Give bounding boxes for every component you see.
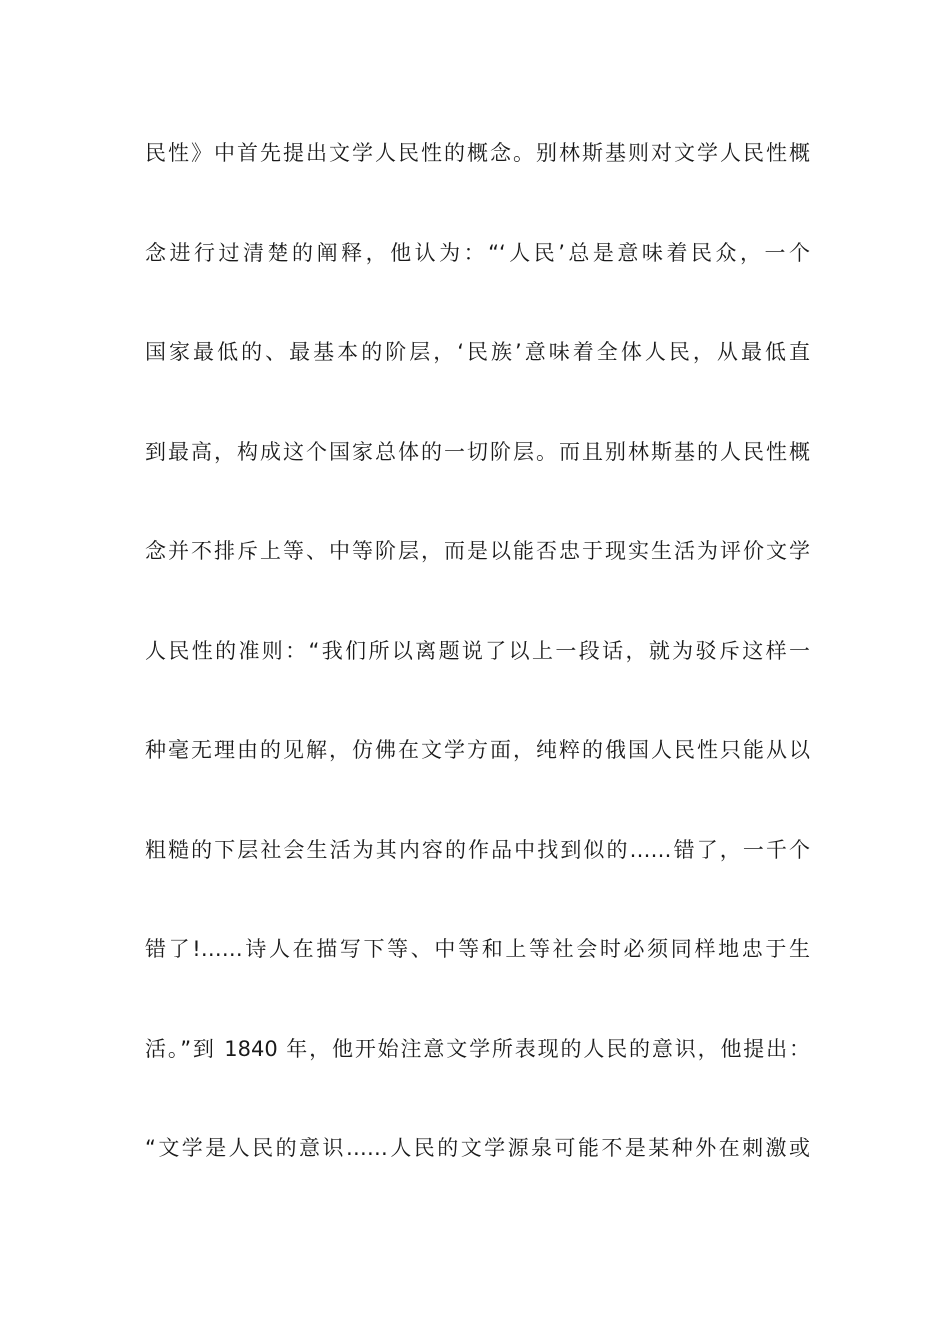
text-line-6: 人民性的准则：“我们所以离题说了以上一段话，就为驳斥这样一 <box>145 638 810 663</box>
text-line-8: 粗糙的下层社会生活为其内容的作品中找到似的……错了，一千个 <box>145 837 810 862</box>
text-line-2: 念进行过清楚的阐释，他认为：“‘人民’总是意味着民众，一个 <box>145 240 810 265</box>
text-line-3: 国家最低的、最基本的阶层，‘民族’意味着全体人民，从最低直 <box>145 340 810 364</box>
text-line-10: 活。”到 1840 年，他开始注意文学所表现的人民的意识，他提出： <box>145 1036 810 1061</box>
text-line-4: 到最高，构成这个国家总体的一切阶层。而且别林斯基的人民性概 <box>145 439 810 464</box>
text-line-5: 念并不排斥上等、中等阶层，而是以能否忠于现实生活为评价文学 <box>145 539 810 563</box>
text-line-7: 种毫无理由的见解，仿佛在文学方面，纯粹的俄国人民性只能从以 <box>145 738 810 762</box>
text-line-1: 民性》中首先提出文学人民性的概念。别林斯基则对文学人民性概 <box>145 141 810 165</box>
text-line-9: 错了!……诗人在描写下等、中等和上等社会时必须同样地忠于生 <box>145 937 810 961</box>
body-text <box>145 130 810 1225</box>
text-line-11: “文学是人民的意识……人民的文学源泉可能不是某种外在刺激或 <box>145 1136 810 1160</box>
